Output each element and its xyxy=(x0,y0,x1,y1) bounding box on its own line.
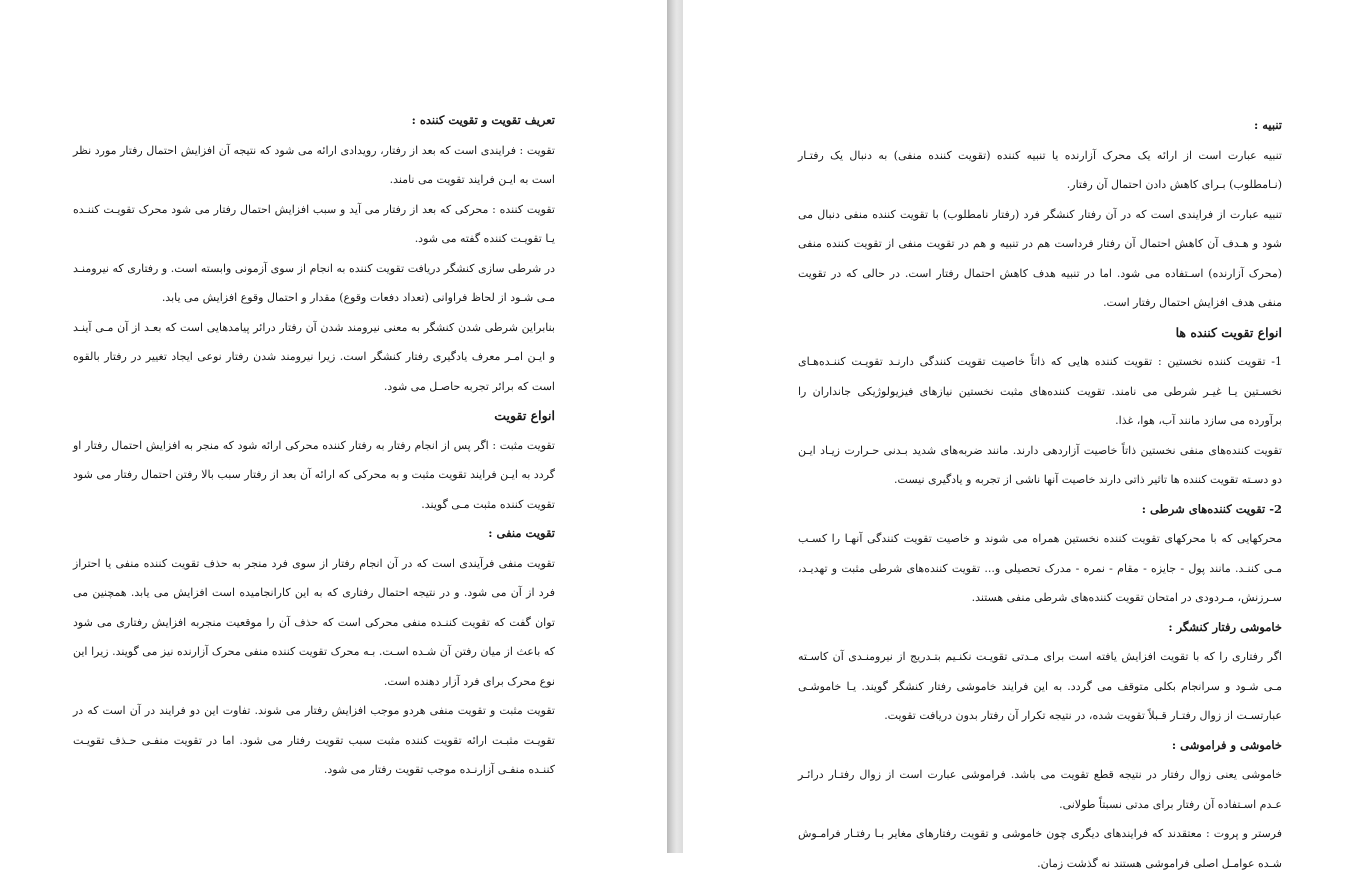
paragraph-negative-reinforcement: تقویت منفی فرآیندی است که در آن انجام رفتار از سوی فرد منجر به حذف تقویت کننده منفی یا احتراز فرد از آن می شود. و در نتیجه احتمال رفتاری که به این کارانجامیده است افزایش می یابد. همچنین می توان گفت که تقویت کننـده منفی محرکی است که حذف آن را موقعیت منجربه افزایش رفتاری می شود که باعث از میان رفتن آن شـده اسـت. بـه محرک تقویت کننده منفی محرک آزارنده نیز می گویند. زیرا این نوع محرک برای فرد آزار دهنده است. xyxy=(73,556,555,688)
paragraph-conditioned-reinforcers: محرکهایی که با محرکهای تقویت کننده نخستین همراه می شوند و خاصیت تقویت کنندگی آنهـا را کسـب مـی کننـد. مانند پول - جایزه - مقام - نمره - مدرک تحصیلی و... تقویت کننده‌های شرطی مثبت و تهدیـد، سـرزنش، مـردودی در امتحان تقویت کننده‌های شرطی منفی هستند. xyxy=(798,532,1282,604)
page-text-right xyxy=(798,111,1282,878)
paragraph-operant-conditioning: در شرطی سازی کنشگر دریافت تقویت کننده به انجام از سوی آزمونی وابسته است. و رفتاری که نیرومنـد مـی شـود از لحاظ فراوانی (تعداد دفعات وقوع) مقدار و احتمال وقوع افزایش می یابد. xyxy=(73,261,555,304)
definition-heading: تعریف تقویت و تقویت کننده : xyxy=(411,113,555,127)
paragraph-positive-reinforcement: تقویت مثبت : اگر پس از انجام رفتار به رفتار کننده محرکی ارائه شود که منجر به افزایش احتمال رفتار او گردد به ایـن فرایند تقویت مثبت و به محرکی که ارائه آن بعد از رفتار سبب بالا رفتن احتمال رفتار می شود تقویت کننده مثبت مـی گویند. xyxy=(73,438,555,511)
document-page-left xyxy=(0,0,667,853)
paragraph-forgetting: خاموشی یعنی زوال رفتار در نتیجه قطع تقویت می باشد. فراموشی عبارت است از زوال رفتـار درائـر عـدم اسـتفاده آن رفتار برای مدتی نسبتاً طولانی. xyxy=(798,768,1282,811)
conditioned-heading: 2- تقویت کننده‌های شرطی : xyxy=(1141,501,1282,516)
negative-heading: تقویت منفی : xyxy=(488,526,555,540)
paragraph-forster-prout: فرستر و پروت : معتقدند که فرایندهای دیگری چون خاموشی و تقویت رفتارهای مغایر بـا رفتـار فرامـوش شـده عوامـل اصلی فراموشی هستند نه گذشت زمان. xyxy=(798,827,1282,870)
page-gutter xyxy=(667,0,683,853)
paragraph-punishment-process: تنبیه عبارت از فرایندی است که در آن رفتار کنشگر فرد (رفتار نامطلوب) با تقویت کننده منفی دنبال می شود و هـدف آن کاهش احتمال آن رفتار فرداست هم در تنبیه و هم در تقویت منفی از تقویت کننده منفی (محرک آزارنده) اسـتفاده می شود. اما در تنبیه هدف کاهش احتمال رفتار است. در حالی که در تقویت منفی هدف افزایش احتمال رفتار است. xyxy=(798,207,1282,309)
types-heading: انواع تقویت xyxy=(494,408,555,423)
punishment-heading: تنبیه : xyxy=(1253,118,1282,132)
paragraph-reinforcer-definition: تقویت کننده : محرکی که بعد از رفتار می آید و سبب افزایش احتمال رفتار می شود محرک تقویـت کننـده یـا تقویـت کننده گفته می شود. xyxy=(73,202,555,245)
paragraph-extinction: اگر رفتاری را که با تقویت افزایش یافته است برای مـدتی تقویـت نکنـیم بتـدریج از نیرومنـدی آن کاسـته مـی شـود و سرانجام بکلی متوقف می گردد. به این فرایند خاموشی رفتار کنشگر گویند. یـا خاموشـی عبارتسـت از زوال رفتـار قـبلاً تقویت شده، در نتیجه تکرار آن رفتار بدون دریافت تقویت. xyxy=(798,650,1282,722)
document-page-right xyxy=(683,0,1347,870)
forgetting-heading: خاموشی و فراموشی : xyxy=(1171,737,1282,752)
paragraph-punishment-definition: تنبیه عبارت است از ارائه یک محرک آزارنده یا تنبیه کننده (تقویت کننده منفی) به دنبال یک رفتـار (نـامطلوب) بـرای کاهش دادن احتمال آن رفتار. xyxy=(798,148,1282,191)
page-text-left xyxy=(73,106,555,785)
paragraph-operant-learning: بنابراین شرطی شدن کنشگر به معنی نیرومند شدن آن رفتار درائر پیامدهایی است که بعـد از آن مـی آینـد و ایـن امـر معرف یادگیری رفتار کنشگر است. زیرا نیرومند شدن رفتار نوعی ایجاد تغییر در رفتار بالقوه است که برائر تجربه حاصـل می شود. xyxy=(73,320,555,393)
paragraph-reinforcement-definition: تقویت : فرایندی است که بعد از رفتار، رویدادی ارائه می شود که نتیجه آن افزایش احتمال رفتار مورد نظر است به ایـن فرایند تقویت می نامند. xyxy=(73,143,555,186)
paragraph-primary-reinforcers: 1- تقویت کننده نخستین : تقویت کننده هایی که ذاتاً خاصیت تقویت کنندگی دارنـد تقویـت کننـده‌هـای نخسـتین یـا غیـر شرطی می نامند. تقویت کننده‌های مثبت نخستین نیازهای فیزیولوژیکی جانداران را برآورده می سازد مانند آب، هوا، غذا. xyxy=(798,355,1282,427)
extinction-heading: خاموشی رفتار کنشگر : xyxy=(1168,619,1282,634)
paragraph-negative-primary-reinforcers: تقویت کننده‌های منفی نخستین ذاتاً خاصیت آزاردهی دارند. مانند ضربه‌های شدید بـدنی حـرارت زیـاد ایـن دو دسـته تقویت کننده ها تاثیر ذاتی دارند خاصیت آنها ناشی از تجربه و یادگیری نیست. xyxy=(798,443,1282,486)
reinforcer-types-heading: انواع تقویت کننده ها xyxy=(1175,324,1282,340)
paragraph-positive-vs-negative: تقویت مثبت و تقویت منفی هردو موجب افزایش رفتار می شوند. تفاوت این دو فرایند در آن است که در تقویـت مثبـت ارائه تقویت کننده مثبت سبب تقویت رفتار می شود. اما در تقویت منفـی حـذف تقویـت کننـده منفـی آزارنـده موجب تقویت رفتار می شود. xyxy=(73,704,555,776)
